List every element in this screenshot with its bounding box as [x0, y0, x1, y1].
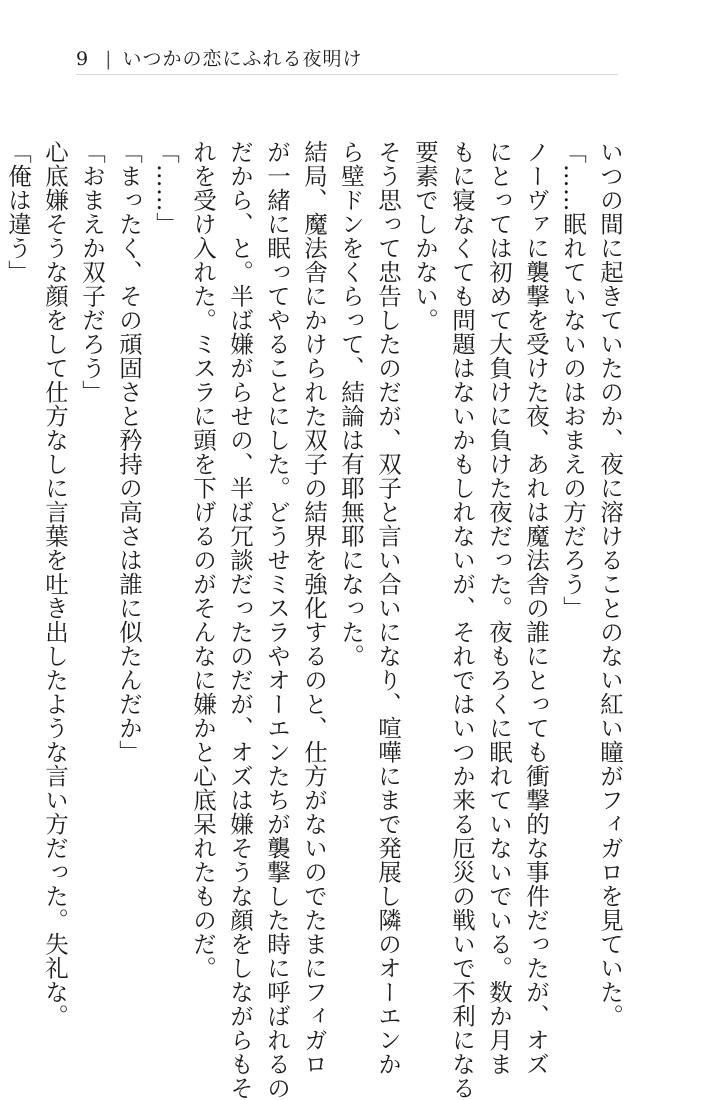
text-line: 要素でしかない。 [411, 140, 439, 332]
text-line: れを受け入れた。ミスラに頭を下げるのがそんなに嫌かと心底呆れたものだ。 [189, 140, 217, 980]
text-line: が一緒に眠ってやることにした。どうせミスラやオーエンたちが襲撃した時に呼ばれるの [263, 140, 291, 1100]
header-separator: | [105, 48, 113, 70]
dialogue-line: 「まったく、その頑固さと矜持の高さは誰に似たんだか」 [115, 140, 143, 764]
text-line: ら壁ドンをくらって、結論は有耶無耶になった。 [337, 140, 365, 668]
dialogue-line: 「俺は違う」 [4, 140, 32, 284]
text-line: だから、と。半ば嫌がらせの、半ば冗談だったのだが、オズは嫌そうな顔をしながらもそ [226, 140, 254, 1100]
header-rule [76, 74, 618, 75]
text-line: にとっては初めて大負けに負けた夜だった。夜もろくに眠れていないでいる。数か月ま [485, 140, 513, 1076]
dialogue-line: 「……眠れていないのはおまえの方だろう」 [559, 140, 587, 620]
vertical-body-text [4, 140, 628, 1100]
text-line: ノーヴァに襲撃を受けた夜、あれは魔法舎の誰にとっても衝撃的な事件だったが、オズ [522, 140, 550, 1076]
running-header [76, 44, 636, 74]
text-line: そう思って忠告したのだが、双子と言い合いになり、喧嘩にまで発展し隣のオーエンか [374, 140, 402, 1076]
text-line: 心底嫌そうな顔をして仕方なしに言葉を吐き出したような言い方だった。失礼な。 [41, 140, 69, 1028]
book-title: いつかの恋にふれる夜明け [122, 48, 363, 70]
text-line: いつの間に起きていたのか、夜に溶けることのない紅い瞳がフィガロを見ていた。 [596, 140, 624, 1028]
page-number: 9 [76, 48, 90, 70]
dialogue-line: 「おまえか双子だろう」 [78, 140, 106, 404]
dialogue-line: 「……」 [152, 140, 180, 236]
text-line: もに寝なくても問題はないかもしれないが、それではいつか来る厄災の戦いで不利になる [448, 140, 476, 1100]
text-line: 結局、魔法舎にかけられた双子の結界を強化するのと、仕方がないのでたまにフィガロ [300, 140, 328, 1076]
